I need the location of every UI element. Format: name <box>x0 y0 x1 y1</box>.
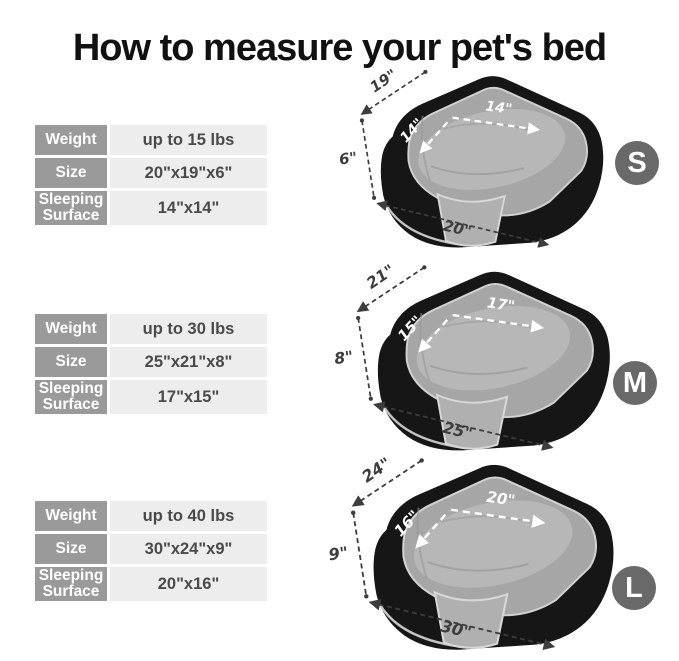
spec-value-sleeping-surface: 17"x15" <box>110 380 267 414</box>
dim-label-bottom-length: 20" <box>441 216 474 241</box>
spec-value-sleeping-surface: 14"x14" <box>110 191 267 225</box>
dim-label-sleep-depth: 15" <box>394 312 427 345</box>
bed-image <box>356 265 610 450</box>
spec-header-size: Size <box>35 534 107 564</box>
dim-label-top-width: 24" <box>358 453 395 487</box>
spec-table-l <box>35 501 267 601</box>
size-badge-l: L <box>612 566 656 610</box>
size-badge-s: S <box>615 141 659 185</box>
spec-value-size: 25"x21"x8" <box>110 347 267 377</box>
page-title: How to measure your pet's bed <box>72 27 607 70</box>
bed-illustration-s <box>333 61 613 249</box>
dim-label-sleep-width: 17" <box>485 294 516 316</box>
spec-header-weight: Weight <box>35 501 107 531</box>
bed-image <box>351 458 614 650</box>
spec-value-size: 20"x19"x6" <box>110 158 267 188</box>
spec-value-weight: up to 40 lbs <box>110 501 267 531</box>
dim-label-sleep-depth: 14" <box>397 115 428 147</box>
dim-label-sleep-width: 20" <box>485 487 517 510</box>
dim-label-sleep-depth: 16" <box>390 506 424 541</box>
dim-label-sleep-width: 14" <box>484 98 514 118</box>
spec-header-size: Size <box>35 158 107 188</box>
bed-image <box>360 70 603 248</box>
spec-header-sleeping-surface: Sleeping Surface <box>35 380 107 414</box>
spec-value-weight: up to 30 lbs <box>110 314 267 344</box>
spec-table-s <box>35 125 267 225</box>
dim-label-height: 8" <box>333 347 355 369</box>
spec-table-m <box>35 314 267 414</box>
bed-illustration-m <box>328 256 620 452</box>
dim-label-height: 6" <box>337 148 359 169</box>
dim-label-bottom-length: 25" <box>441 418 475 444</box>
dim-label-bottom-length: 30" <box>438 616 474 642</box>
spec-value-size: 30"x24"x9" <box>110 534 267 564</box>
dim-label-top-width: 19" <box>366 65 401 97</box>
spec-header-sleeping-surface: Sleeping Surface <box>35 191 107 225</box>
bed-illustration-l <box>322 446 624 654</box>
spec-value-weight: up to 15 lbs <box>110 125 267 155</box>
dim-label-top-width: 21" <box>363 261 399 293</box>
spec-header-weight: Weight <box>35 125 107 155</box>
dim-label-height: 9" <box>327 542 350 565</box>
spec-header-sleeping-surface: Sleeping Surface <box>35 567 107 601</box>
spec-value-sleeping-surface: 20"x16" <box>110 567 267 601</box>
spec-header-weight: Weight <box>35 314 107 344</box>
size-badge-m: M <box>613 361 657 405</box>
spec-header-size: Size <box>35 347 107 377</box>
